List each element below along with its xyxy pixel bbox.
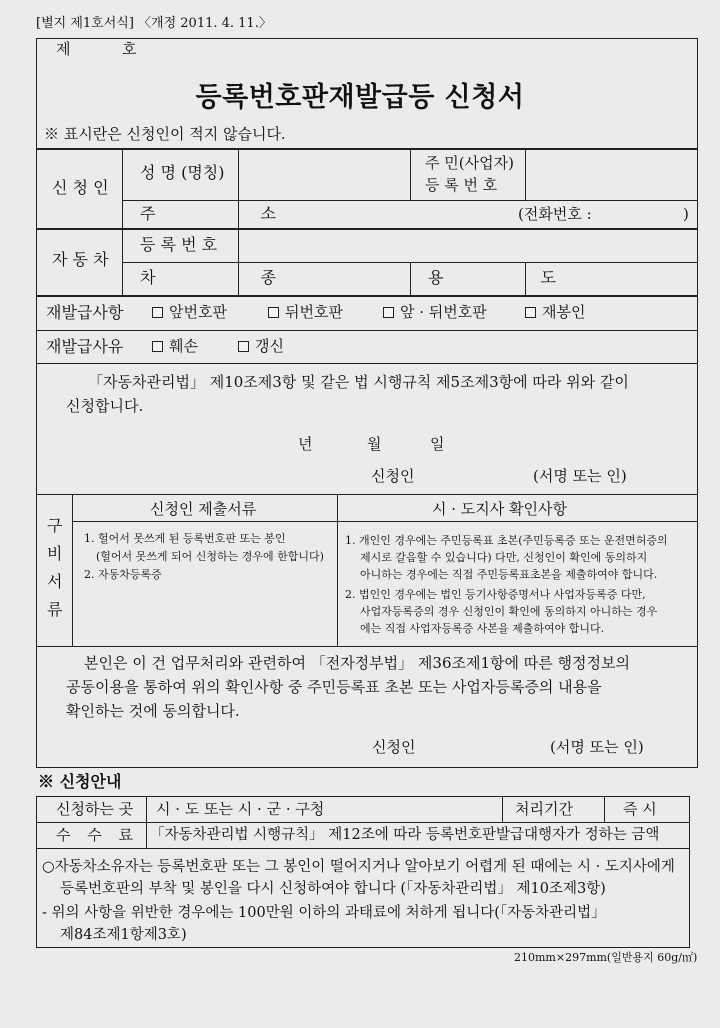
applicant-address-label: 주 소: [140, 204, 326, 223]
checkbox[interactable]: [238, 341, 249, 352]
official-doc-item: 아니하는 경우에는 직접 주민등록표초본을 제출하여야 합니다.: [360, 568, 658, 581]
official-doc-item: 사업자등록증의 경우 신청인이 확인에 동의하지 아니하는 경우: [360, 605, 658, 618]
official-doc-item: 1. 개인인 경우에는 주민등록표 초본(주민등록증 또는 운전면허증의: [345, 534, 668, 547]
official-doc-item: 제시로 갈음할 수 있습니다) 다만, 신청인이 확인에 동의하지: [360, 551, 648, 564]
consent-line-3: 확인하는 것에 동의합니다.: [66, 702, 240, 720]
vehicle-use-field[interactable]: [527, 264, 695, 293]
doc-no-suffix: 호: [122, 40, 137, 58]
guide-where-label: 신청하는 곳: [56, 800, 134, 818]
official-doc-item: 에는 직접 사업자등록증 사본을 제출하여야 합니다.: [360, 622, 605, 635]
declaration-line-2: 신청합니다.: [66, 397, 144, 415]
applicant-name-label: 성 명 (명칭): [140, 163, 225, 182]
applicant-id-label-2: 등 록 번 호: [425, 176, 498, 194]
reissue-option-front[interactable]: 앞번호판: [152, 305, 227, 320]
guide-heading: ※ 신청안내: [38, 772, 122, 791]
reissue-option-both[interactable]: 앞 · 뒤번호판: [383, 305, 487, 320]
form-title: 등록번호판재발급등 신청서: [195, 82, 525, 113]
form-notice: ※ 표시란은 신청인이 적지 않습니다.: [44, 125, 286, 143]
vehicle-reg-no-label: 등 록 번 호: [140, 235, 218, 254]
form-header-note: [별지 제1호서식] 〈개정 2011. 4. 11.〉: [36, 16, 272, 31]
guide-note-1: ○자동차소유자는 등록번호판 또는 그 봉인이 떨어지거나 알아보기 어렵게 된 때에는 시 · 도지사에게: [42, 859, 675, 875]
checkbox[interactable]: [268, 307, 279, 318]
vehicle-section-label: 자 동 차: [52, 250, 109, 269]
declaration-sign-label: (서명 또는 인): [533, 467, 627, 485]
applicant-docs-header: 신청인 제출서류: [150, 500, 257, 518]
guide-note-4: 제84조제1항제3호): [60, 927, 187, 943]
reissue-reasons-label: 재발급사유: [46, 337, 124, 356]
official-docs-header: 시 · 도지사 확인사항: [432, 500, 567, 518]
consent-line-1: 본인은 이 건 업무처리와 관련하여 「전자정부법」 제36조제1항에 따른 행정정보의: [84, 654, 630, 672]
guide-where-value: 시 · 도 또는 시 · 군 · 구청: [156, 800, 325, 818]
consent-applicant-label: 신청인: [372, 738, 416, 756]
reissue-option-rear[interactable]: 뒤번호판: [268, 305, 343, 320]
date-month-label: 월: [367, 435, 382, 453]
documents-side-label-2: 비: [47, 544, 63, 563]
applicant-doc-item: 1. 헐어서 못쓰게 된 등록번호판 또는 봉인: [84, 532, 286, 545]
reissue-option-reseal[interactable]: 재봉인: [525, 305, 585, 320]
checkbox[interactable]: [152, 307, 163, 318]
consent-line-2: 공동이용을 통하여 위의 확인사항 중 주민등록표 초본 또는 사업자등록증의 내용을: [66, 678, 602, 696]
reason-option-renewal[interactable]: 갱신: [238, 339, 284, 354]
guide-fee-value: 「자동차관리법 시행규칙」 제12조에 따라 등록번호판발급대행자가 정하는 금액: [150, 827, 660, 843]
checkbox[interactable]: [152, 341, 163, 352]
declaration-line-1: 「자동차관리법」 제10조제3항 및 같은 법 시행규칙 제5조제3항에 따라 위와 같이: [88, 373, 629, 391]
paper-size-note: 210mm×297mm(일반용지 60g/㎡): [514, 951, 698, 964]
official-doc-item: 2. 법인인 경우에는 법인 등기사항증명서나 사업자등록증 다만,: [345, 588, 646, 601]
vehicle-use-label: 용 도: [428, 268, 602, 287]
applicant-doc-item: 2. 자동차등록증: [84, 568, 162, 581]
checkbox[interactable]: [525, 307, 536, 318]
applicant-phone-label: (전화번호 :: [518, 205, 592, 223]
date-year-label: 년: [298, 435, 313, 453]
guide-note-2: 등록번호판의 부착 및 봉인을 다시 신청하여야 합니다 (「자동차관리법」 제10조제3항): [60, 881, 606, 897]
applicant-id-field[interactable]: [527, 152, 695, 198]
applicant-phone-close: ): [683, 205, 689, 223]
applicant-section-label: 신 청 인: [52, 178, 109, 197]
vehicle-reg-no-field[interactable]: [240, 231, 695, 260]
applicant-doc-item: (헐어서 못쓰게 되어 신청하는 경우에 한합니다): [96, 550, 324, 563]
reason-option-damaged[interactable]: 훼손: [152, 339, 198, 354]
reissue-items-label: 재발급사항: [46, 303, 124, 322]
documents-side-label-4: 류: [47, 600, 63, 619]
vehicle-type-label: 차 종: [140, 268, 326, 287]
applicant-id-label-1: 주 민(사업자): [425, 154, 514, 172]
guide-fee-label: 수 수 료: [56, 826, 140, 844]
applicant-address-field[interactable]: [240, 202, 510, 226]
doc-no-label: 제: [56, 40, 71, 58]
documents-side-label-1: 구: [47, 516, 63, 535]
applicant-name-field[interactable]: [240, 152, 408, 198]
consent-sign-label: (서명 또는 인): [550, 738, 644, 756]
date-day-label: 일: [430, 435, 445, 453]
vehicle-type-field[interactable]: [240, 264, 408, 293]
checkbox[interactable]: [383, 307, 394, 318]
guide-period-value: 즉 시: [623, 800, 657, 818]
documents-side-label-3: 서: [47, 572, 63, 591]
declaration-applicant-label: 신청인: [371, 467, 415, 485]
guide-period-label: 처리기간: [515, 800, 573, 818]
guide-note-3: - 위의 사항을 위반한 경우에는 100만원 이하의 과태료에 처하게 됩니다(「자동차관리법」: [42, 905, 606, 921]
